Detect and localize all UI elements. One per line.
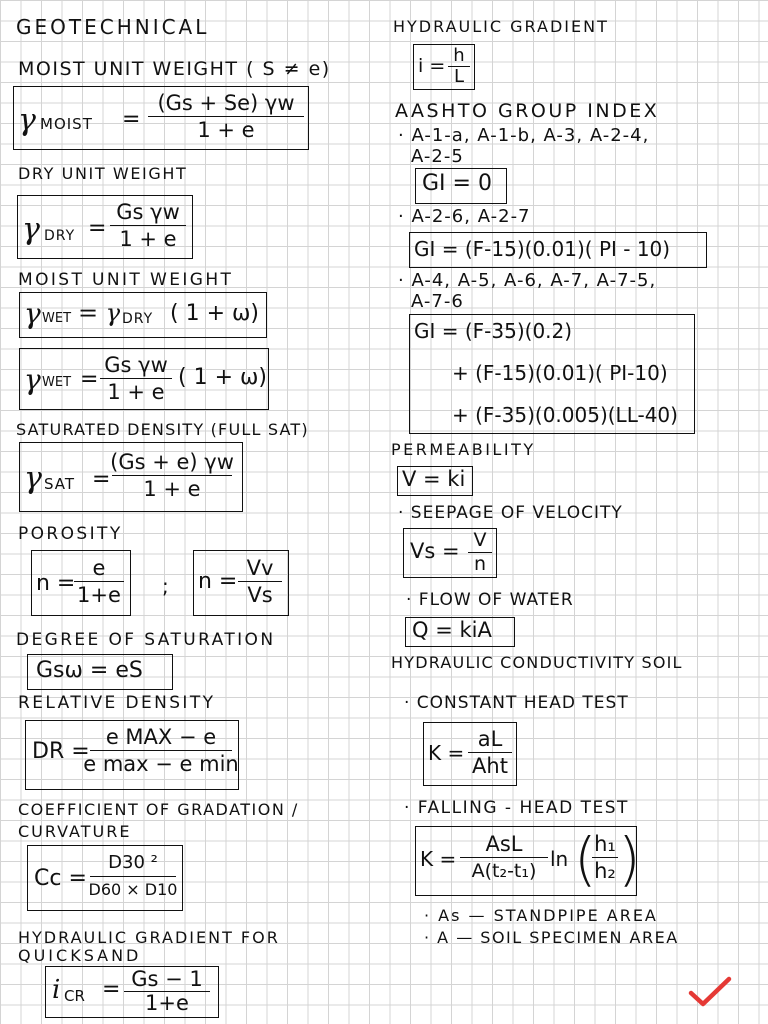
porosity-heading: POROSITY — [18, 524, 123, 544]
note-soil-specimen-area: · A — SOIL SPECIMEN AREA — [424, 928, 679, 947]
moist-numerator: (Gs + Se) γw — [157, 91, 295, 115]
dry-denominator: 1 + e — [119, 227, 177, 251]
seepage-numerator: V — [473, 529, 487, 551]
gi-third-line2: + (F-15)(0.01)( PI-10) — [452, 361, 668, 385]
seepage-formula-box — [403, 528, 497, 578]
relative-density-fraction — [83, 724, 239, 777]
icr-denominator: 1+e — [145, 991, 189, 1015]
wet-unit-weight-formula-box-2 — [19, 348, 269, 410]
moist-unit-weight-heading: MOIST UNIT WEIGHT ( S ≠ e) — [18, 58, 331, 80]
note-standpipe-area: · As — STANDPIPE AREA — [424, 906, 658, 925]
hydraulic-conductivity-heading: HYDRAULIC CONDUCTIVITY SOIL — [391, 653, 683, 672]
equals-sign: = — [122, 107, 141, 132]
rhs-gamma: = γ — [78, 299, 121, 327]
constant-head-numerator: aL — [477, 727, 503, 751]
falling-head-inner-fraction — [592, 831, 618, 884]
wet-denominator: 1 + e — [107, 380, 165, 404]
flow-formula: Q = kiA — [412, 618, 492, 642]
sat-numerator: (Gs + e) γw — [110, 450, 234, 474]
porosity-fraction-2 — [238, 555, 282, 608]
hydraulic-gradient-formula-box — [413, 44, 475, 90]
subscript-sat: SAT — [44, 475, 76, 493]
wet-fraction — [100, 352, 172, 405]
porosity-lhs: n = — [36, 571, 76, 596]
relative-density-formula-box — [25, 720, 239, 790]
quicksand-heading-line2: QUICKSAND — [18, 946, 142, 965]
aashto-bullet-1-line2: A-2-5 — [411, 146, 464, 167]
gamma-symbol: γ — [22, 212, 40, 247]
constant-head-lhs: K = — [428, 741, 465, 765]
gamma-symbol: γ — [24, 461, 42, 496]
hydraulic-gradient-denominator: L — [453, 66, 465, 87]
flow-heading: · FLOW OF WATER — [406, 590, 574, 610]
falling-head-formula-box — [415, 825, 641, 896]
right-paren: ) — [618, 825, 641, 893]
falling-head-inner-denominator: h₂ — [594, 859, 616, 883]
hydraulic-gradient-heading: HYDRAULIC GRADIENT — [393, 17, 609, 36]
aashto-bullet-3-line1: · A-4, A-5, A-6, A-7, A-7-5, — [398, 270, 657, 291]
cc-fraction — [90, 850, 176, 903]
degree-of-saturation-formula: Gsω = eS — [36, 658, 143, 683]
porosity-denominator-1: 1+e — [77, 583, 121, 607]
icr-numerator: Gs − 1 — [131, 967, 203, 991]
subscript-moist: MOIST — [40, 115, 93, 133]
porosity-formula-box-2 — [193, 550, 289, 616]
porosity-formula-box-1 — [31, 550, 131, 616]
falling-head-denominator: A(t₂-t₁) — [471, 860, 537, 882]
aashto-bullet-3-line2: A-7-6 — [411, 291, 464, 312]
permeability-heading: PERMEABILITY — [391, 440, 536, 459]
equals-sign: = — [80, 367, 99, 392]
constant-head-heading: · CONSTANT HEAD TEST — [404, 693, 629, 713]
cc-denominator: D60 × D10 — [88, 880, 178, 899]
aashto-heading: AASHTO GROUP INDEX — [395, 100, 660, 122]
hydraulic-gradient-lhs: i = — [418, 55, 446, 77]
wet-unit-weight-formula-box-1 — [19, 292, 267, 338]
cc-lhs: Cc = — [34, 866, 87, 891]
gi-zero-box — [415, 168, 507, 204]
porosity-denominator-2: Vs — [247, 583, 273, 607]
gi-third-line3: + (F-35)(0.005)(LL-40) — [452, 403, 678, 427]
gi-second-formula: GI = (F-15)(0.01)( PI - 10) — [414, 237, 671, 261]
gamma-symbol: γ — [24, 363, 41, 396]
coefficient-heading-line2: CURVATURE — [18, 822, 132, 841]
permeability-formula-box — [397, 466, 473, 496]
sat-fraction — [112, 449, 232, 502]
one-plus-omega: ( 1 + ω) — [170, 301, 259, 326]
falling-head-lhs: K = — [420, 847, 457, 871]
subscript-dry: DRY — [122, 311, 154, 327]
constant-head-fraction — [468, 726, 512, 779]
i-symbol: i — [52, 975, 61, 1005]
icr-fraction — [124, 968, 210, 1014]
falling-head-fraction — [460, 831, 548, 884]
seepage-heading: · SEEPAGE OF VELOCITY — [398, 503, 623, 523]
falling-head-numerator: AsL — [485, 832, 523, 856]
relative-density-heading: RELATIVE DENSITY — [18, 693, 216, 713]
saturated-density-heading: SATURATED DENSITY (FULL SAT) — [16, 420, 309, 439]
flow-formula-box — [405, 617, 515, 647]
seepage-lhs: Vs = — [410, 539, 460, 563]
coefficient-heading-line1: COEFFICIENT OF GRADATION / — [18, 800, 299, 819]
dry-unit-weight-heading: DRY UNIT WEIGHT — [18, 164, 188, 183]
aashto-bullet-2: · A-2-6, A-2-7 — [398, 206, 531, 227]
quicksand-heading-line1: HYDRAULIC GRADIENT FOR — [18, 928, 280, 947]
sat-denominator: 1 + e — [143, 477, 201, 501]
hydraulic-gradient-fraction — [448, 46, 470, 87]
seepage-fraction — [468, 529, 492, 576]
gamma-symbol: γ — [24, 297, 41, 330]
relative-density-denominator: e max − e min — [83, 752, 239, 776]
wet-numerator: Gs γw — [104, 353, 168, 377]
wet-unit-weight-heading: MOIST UNIT WEIGHT — [18, 270, 234, 290]
dry-unit-weight-formula-box — [17, 195, 193, 259]
natural-log: ln — [550, 847, 569, 871]
hydraulic-gradient-numerator: h — [453, 45, 465, 66]
moist-unit-weight-formula-box — [13, 86, 309, 150]
subscript-wet: WET — [42, 311, 72, 326]
porosity-numerator-1: e — [92, 556, 106, 580]
subscript-cr: CR — [64, 987, 85, 1005]
subscript-wet: WET — [42, 375, 72, 390]
gi-third-box — [409, 314, 695, 434]
equals-sign: = — [92, 467, 111, 492]
check-mark-path — [691, 979, 729, 1004]
degree-of-saturation-formula-box — [27, 654, 173, 690]
constant-head-formula-box — [423, 722, 517, 786]
moist-denominator: 1 + e — [197, 118, 255, 142]
permeability-formula: V = ki — [402, 467, 466, 491]
seepage-denominator: n — [473, 553, 487, 575]
porosity-lhs: n = — [198, 569, 238, 594]
constant-head-denominator: Aht — [472, 754, 508, 778]
gi-second-box — [409, 232, 707, 268]
falling-head-inner-numerator: h₁ — [594, 832, 616, 856]
gamma-symbol: γ — [18, 103, 36, 138]
coefficient-formula-box — [27, 845, 183, 911]
check-mark-icon — [688, 976, 732, 1008]
subscript-dry: DRY — [44, 228, 76, 244]
relative-density-numerator: e MAX − e — [105, 725, 217, 749]
degree-of-saturation-heading: DEGREE OF SATURATION — [16, 630, 276, 650]
one-plus-omega: ( 1 + ω) — [178, 365, 267, 390]
cc-numerator: D30 ² — [108, 852, 158, 873]
falling-head-heading: · FALLING - HEAD TEST — [404, 798, 629, 818]
left-paren: ( — [574, 825, 597, 893]
quicksand-formula-box — [45, 966, 219, 1018]
relative-density-lhs: DR = — [32, 739, 90, 764]
equals-sign: = — [88, 216, 107, 241]
moist-fraction — [148, 90, 304, 143]
separator: ; — [162, 574, 169, 598]
page-title: GEOTECHNICAL — [16, 15, 210, 39]
dry-numerator: Gs γw — [116, 200, 180, 224]
porosity-fraction-1 — [74, 555, 124, 608]
gi-third-line1: GI = (F-35)(0.2) — [414, 319, 573, 343]
equals-sign: = — [102, 977, 121, 1002]
porosity-numerator-2: Vv — [246, 556, 274, 580]
aashto-bullet-1-line1: · A-1-a, A-1-b, A-3, A-2-4, — [398, 125, 650, 146]
gi-zero-formula: GI = 0 — [422, 171, 492, 196]
dry-fraction — [110, 199, 186, 252]
saturated-density-formula-box — [19, 442, 243, 512]
